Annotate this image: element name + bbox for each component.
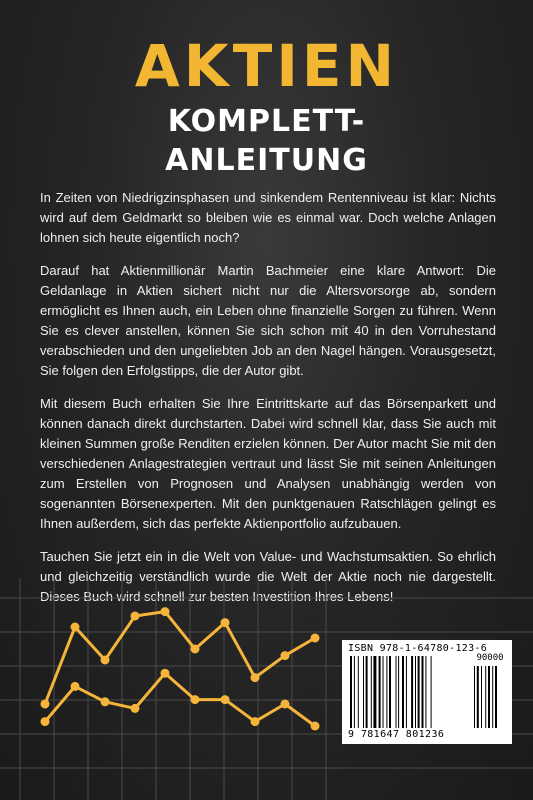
- barcode-bar: [422, 656, 424, 728]
- blurb-paragraph-4: Tauchen Sie jetzt ein in die Welt von Value- und Wachstumsaktien. So ehrlich und gleichzeitig verständlich wurde die Welt der Aktie noch nie dargestellt. Dieses Buch wird schnell zur besten Investition Ihres Lebens!: [40, 549, 496, 604]
- chart-upper-point: [191, 645, 200, 654]
- addon-bar: [485, 666, 486, 728]
- blurb-text: [40, 188, 496, 620]
- barcode-bar: [350, 656, 352, 728]
- barcode-bar: [431, 656, 432, 728]
- barcode-bar: [386, 656, 387, 728]
- addon-bar: [492, 666, 493, 728]
- chart-lower-point: [311, 722, 320, 731]
- chart-lower-point: [191, 695, 200, 704]
- barcode-bar: [379, 656, 381, 728]
- chart-points: [41, 607, 320, 730]
- chart-lower-point: [41, 717, 50, 726]
- barcode-bar: [402, 656, 404, 728]
- ean-digits: 9 781647 801236: [348, 729, 445, 740]
- chart-upper-point: [251, 673, 260, 682]
- chart-lower-point: [101, 697, 110, 706]
- barcode-bar: [406, 656, 407, 728]
- chart-upper-point: [101, 656, 110, 665]
- addon-bar: [474, 666, 475, 728]
- chart-lower-point: [281, 700, 290, 709]
- addon-bar: [495, 666, 497, 728]
- chart-lower-point: [71, 682, 80, 691]
- chart-lower-point: [161, 669, 170, 678]
- chart-upper-point: [131, 612, 140, 621]
- blurb-paragraph-1: In Zeiten von Niedrigzinsphasen und sinkendem Rentenniveau ist klar: Nichts wird auf dem Geldmarkt so bleiben wie es einmal war. Doch welche Anlagen lohnen sich heute eigentlich noch?: [40, 190, 496, 245]
- barcode-bar: [373, 656, 376, 728]
- barcode-bar: [389, 656, 391, 728]
- barcode-box: [342, 640, 512, 744]
- barcode-bar: [425, 656, 426, 728]
- chart-upper-point: [161, 607, 170, 616]
- isbn-number: ISBN 978-1-64780-123-6: [348, 643, 488, 654]
- barcode-bar: [363, 656, 364, 728]
- barcode-bar: [358, 656, 359, 728]
- chart-upper-point: [311, 634, 320, 643]
- addon-bar: [481, 666, 482, 728]
- book-subtitle-line1: KOMPLETT-: [167, 104, 366, 139]
- barcode-bar: [366, 656, 368, 728]
- price-addon: 90000: [476, 653, 504, 663]
- blurb-paragraph-3: Mit diesem Buch erhalten Sie Ihre Eintrittskarte auf das Börsenparkett und können danach direkt durchstarten. Dabei wird schnell klar, dass Sie auch mit kleinen Summen große Renditen erzielen können. Der Autor macht Sie mit den verschiedenen Anlagestrategien vertraut und lässt Sie mit seinen Anleitungen zum Erstellen von Prognosen und Analysen unabhängig werden von sogenannten Börsenexperten. Mit den punktgenauen Ratschlägen gelingt es Ihnen außerdem, sich das perfekte Aktienportfolio aufzubauen.: [40, 396, 496, 531]
- chart-lower-point: [221, 695, 230, 704]
- chart-upper-point: [221, 618, 230, 627]
- barcode-bar: [383, 656, 384, 728]
- barcode-bar: [415, 656, 416, 728]
- chart-upper-point: [281, 651, 290, 660]
- barcode-bar: [371, 656, 372, 728]
- chart-lower-point: [131, 704, 140, 713]
- barcode-bar: [411, 656, 413, 728]
- barcode-bar: [398, 656, 399, 728]
- barcode-bar: [396, 656, 397, 728]
- addon-bar: [488, 666, 490, 728]
- chart-lower-point: [251, 717, 260, 726]
- barcode-bar: [354, 656, 355, 728]
- barcode-bar: [418, 656, 420, 728]
- chart-upper-point: [71, 623, 80, 632]
- blurb-paragraph-2: Darauf hat Aktienmillionär Martin Bachmeier eine klare Antwort: Die Geldanlage in Aktien sichert nicht nur die Altersvorsorge ab, sondern ermöglicht es Ihnen auch, ein Leben ohne finanzielle Sorgen zu führen. Wenn Sie es clever anstellen, können Sie sich schon mit 40 in den Vorruhestand verabschieden und den ungeliebten Job an den Nagel hängen. Vorausgesetzt, Sie folgen den Erfolgstipps, die der Autor gibt.: [40, 263, 496, 378]
- addon-bar: [477, 666, 479, 728]
- book-subtitle-line2: ANLEITUNG: [165, 143, 368, 178]
- book-title: AKTIEN: [134, 32, 399, 100]
- chart-upper-point: [41, 700, 50, 709]
